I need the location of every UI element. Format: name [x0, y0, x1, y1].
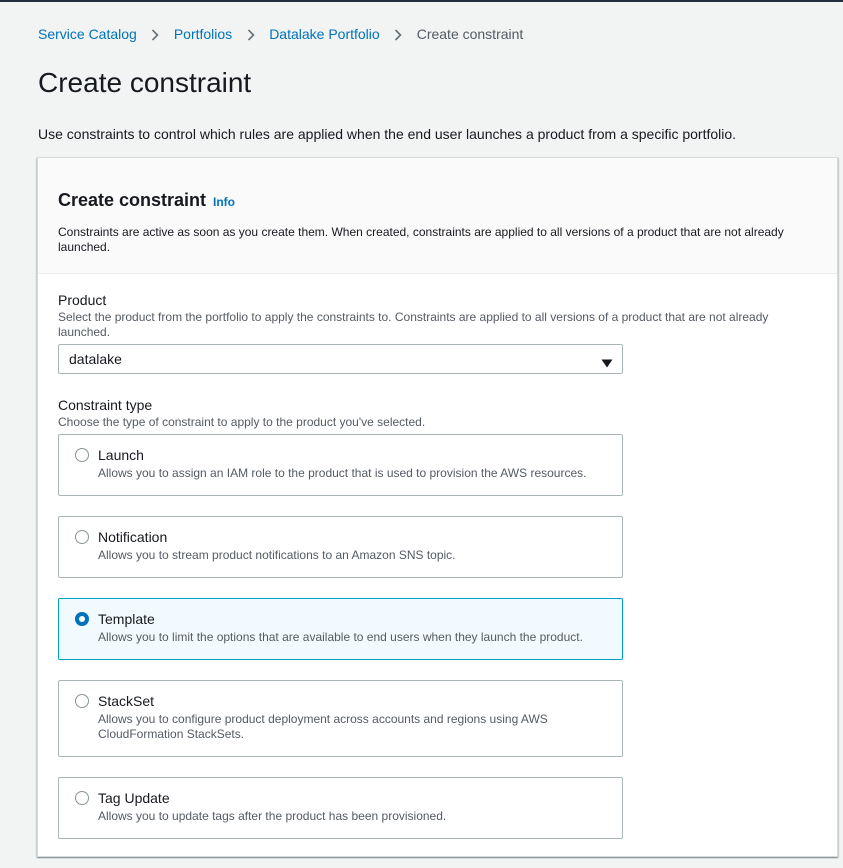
constraint-option-notification[interactable] [58, 516, 623, 578]
product-select-value: datalake [69, 351, 122, 367]
top-nav-edge [0, 0, 843, 2]
container-description: Constraints are active as soon as you create them. When created, constraints are applied to all versions of a product that are not already launched. [58, 225, 784, 254]
product-description: Select the product from the portfolio to apply the constraints to. Constraints are applied to all versions of a product that are not already launched. [58, 310, 769, 339]
constraint-type-label: Constraint type [58, 397, 153, 413]
product-label: Product [58, 292, 107, 308]
page-title: Create constraint [38, 67, 252, 98]
container-title: Create constraint [58, 190, 207, 210]
constraint-type-description: Choose the type of constraint to apply to the product you've selected. [58, 415, 426, 429]
radio-stackset[interactable] [75, 694, 89, 708]
breadcrumb-current: Create constraint [416, 26, 524, 42]
breadcrumb-service-catalog[interactable]: Service Catalog [38, 26, 137, 42]
radio-template-selected[interactable] [75, 612, 89, 626]
option-label-notification: Notification [98, 529, 168, 545]
option-description-stackset: Allows you to configure product deployment across accounts and regions using AWS CloudFormation StackSets. [98, 712, 548, 741]
option-label-template: Template [98, 611, 155, 627]
breadcrumb-portfolios[interactable]: Portfolios [173, 26, 233, 42]
radio-tag-update[interactable] [75, 791, 89, 805]
option-description-template: Allows you to limit the options that are available to end users when they launch the product. [98, 630, 583, 644]
container-header [38, 158, 837, 274]
radio-launch[interactable] [75, 448, 89, 462]
option-label-tag-update: Tag Update [98, 790, 170, 806]
chevron-right-icon [137, 25, 174, 43]
option-description-tag-update: Allows you to update tags after the product has been provisioned. [98, 809, 447, 823]
page-description: Use constraints to control which rules are applied when the end user launches a product from a specific portfolio. [38, 126, 737, 142]
radio-notification[interactable] [75, 530, 89, 544]
constraint-option-stackset[interactable] [58, 680, 623, 757]
option-description-notification: Allows you to stream product notifications to an Amazon SNS topic. [98, 548, 456, 562]
constraint-option-launch[interactable] [58, 434, 623, 496]
create-constraint-container [37, 157, 838, 857]
breadcrumb [38, 25, 523, 43]
breadcrumb-datalake-portfolio[interactable]: Datalake Portfolio [269, 26, 380, 42]
chevron-right-icon [380, 25, 417, 43]
info-link[interactable]: Info [213, 195, 235, 209]
chevron-right-icon [232, 25, 269, 43]
constraint-option-tag-update[interactable] [58, 777, 623, 839]
product-select[interactable] [58, 344, 623, 374]
constraint-option-template[interactable] [58, 598, 623, 660]
option-description-launch: Allows you to assign an IAM role to the product that is used to provision the AWS resources. [98, 466, 587, 480]
option-label-stackset: StackSet [98, 693, 155, 709]
caret-down-icon [601, 355, 613, 373]
option-label-launch: Launch [98, 447, 144, 463]
